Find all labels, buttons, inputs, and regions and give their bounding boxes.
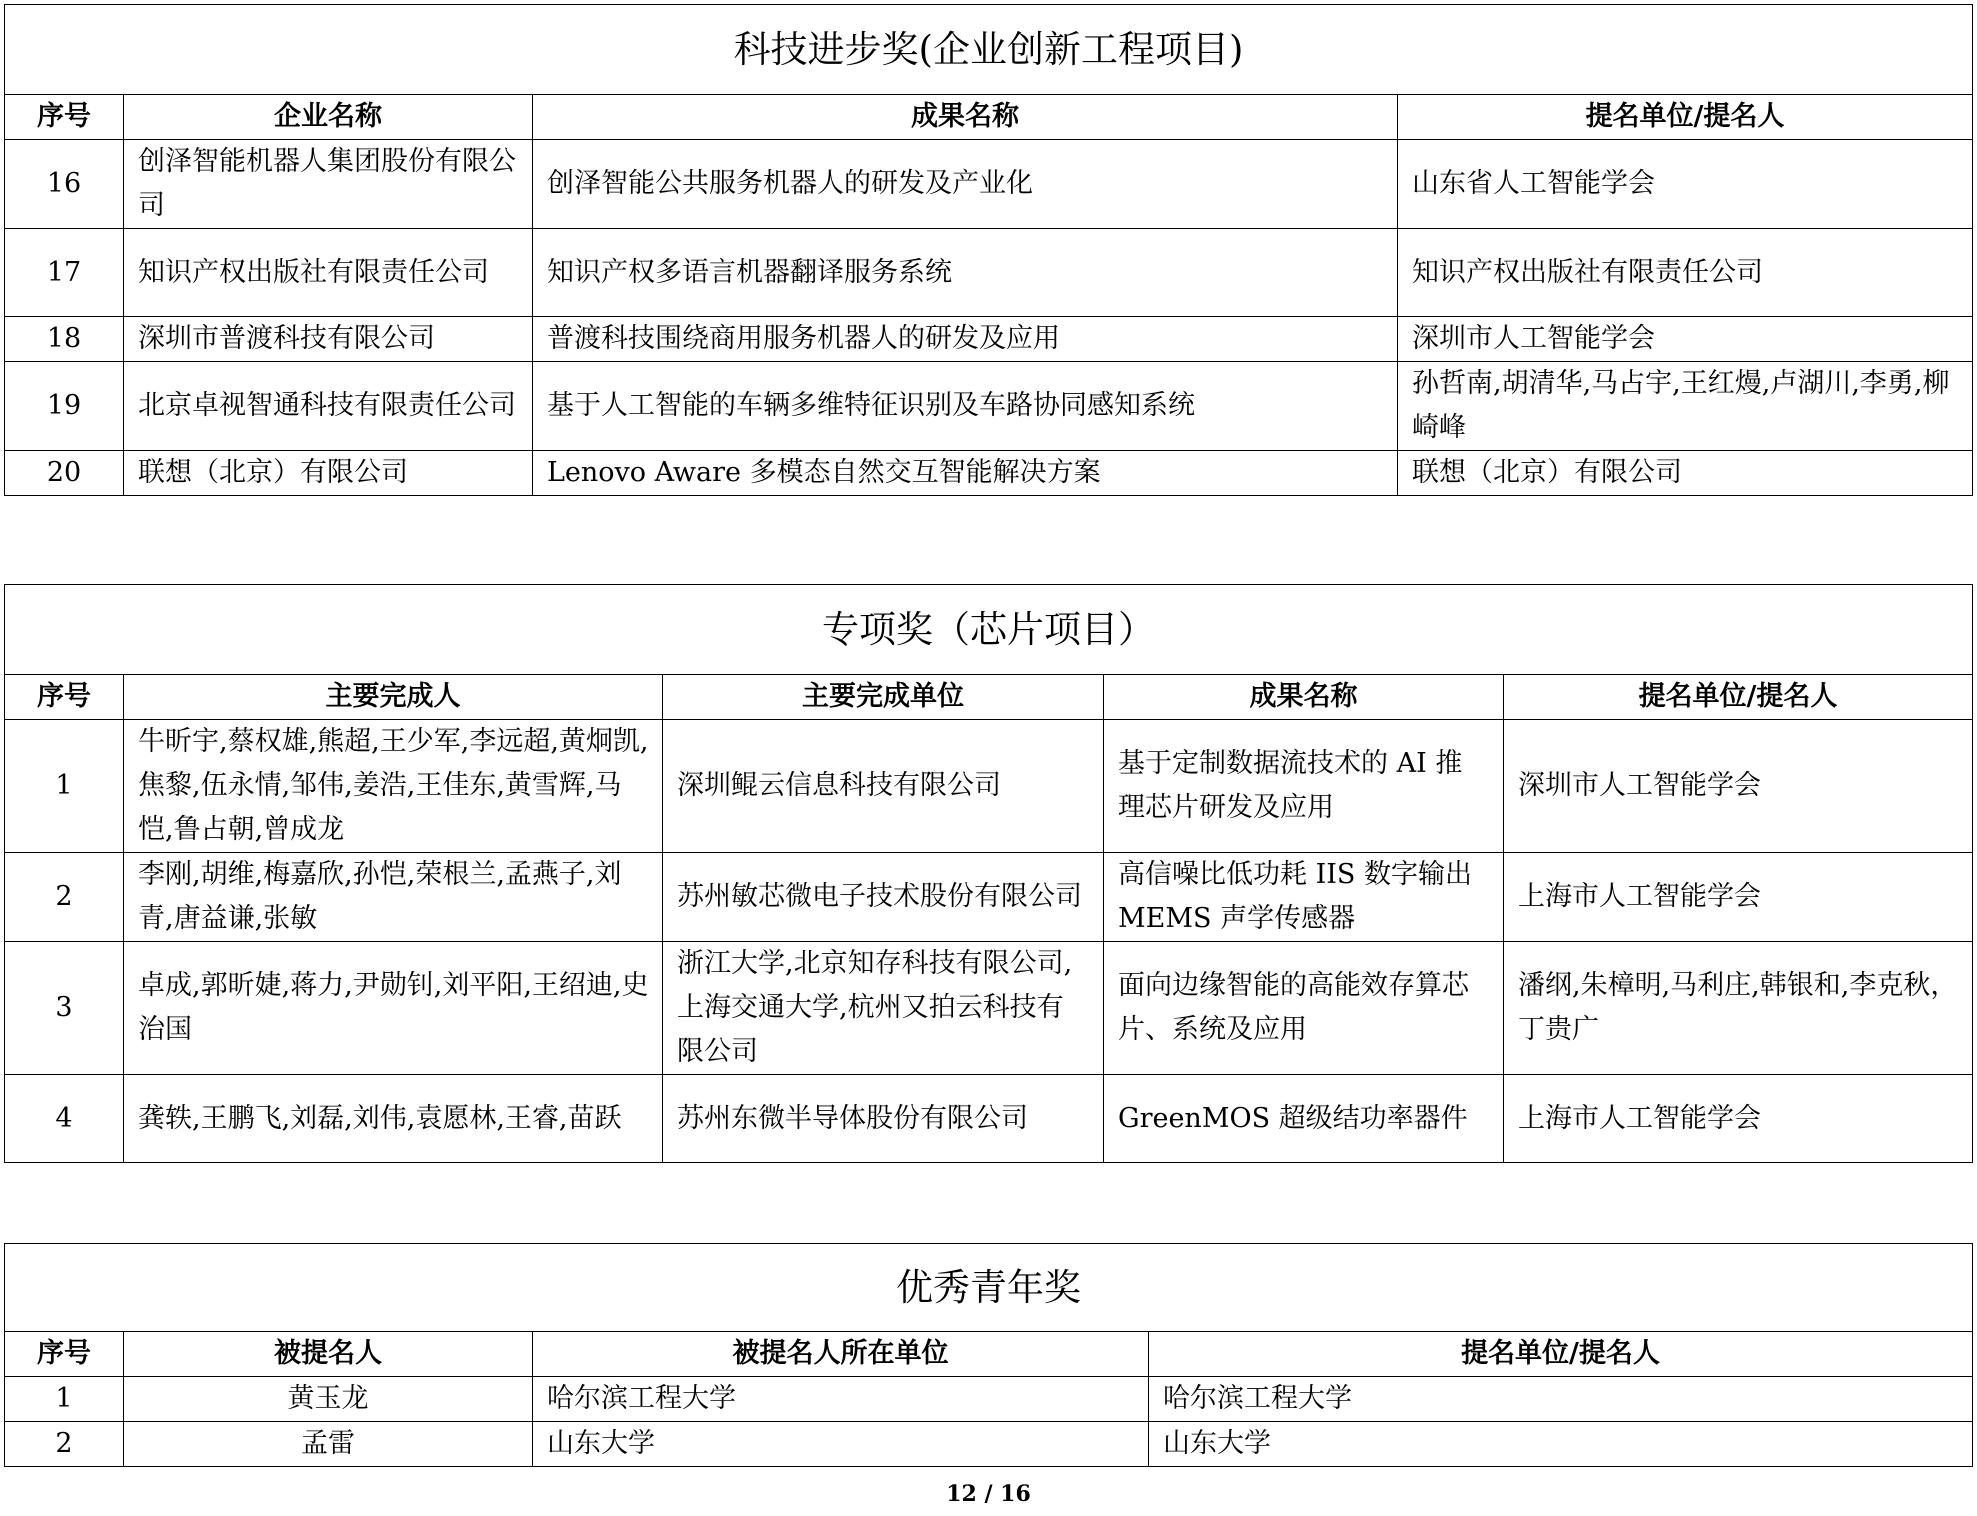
achievement-name: 高信噪比低功耗 IIS 数字输出 MEMS 声学传感器 xyxy=(1104,853,1504,942)
nominator: 深圳市人工智能学会 xyxy=(1504,720,1973,853)
table-row xyxy=(5,317,1973,362)
nominator: 上海市人工智能学会 xyxy=(1504,853,1973,942)
column-header: 序号 xyxy=(5,95,124,140)
achievement-name: 基于定制数据流技术的 AI 推理芯片研发及应用 xyxy=(1104,720,1504,853)
nominator: 山东大学 xyxy=(1149,1422,1973,1467)
table-title: 科技进步奖(企业创新工程项目) xyxy=(5,5,1973,95)
row-number: 19 xyxy=(5,362,124,451)
row-number: 2 xyxy=(5,853,124,942)
enterprise-name: 知识产权出版社有限责任公司 xyxy=(124,229,533,317)
column-header: 提名单位/提名人 xyxy=(1504,675,1973,720)
table-row xyxy=(5,1075,1973,1163)
page-number: 12 / 16 xyxy=(946,1481,1031,1507)
nominee-name: 孟雷 xyxy=(124,1422,533,1467)
table-row xyxy=(5,229,1973,317)
column-header: 成果名称 xyxy=(533,95,1398,140)
main-unit: 深圳鲲云信息科技有限公司 xyxy=(663,720,1104,853)
enterprise-name: 北京卓视智通科技有限责任公司 xyxy=(124,362,533,451)
award-table-tech-progress xyxy=(4,4,1973,496)
main-contributors: 龚轶,王鹏飞,刘磊,刘伟,袁愿林,王睿,苗跃 xyxy=(124,1075,663,1163)
table-row xyxy=(5,451,1973,496)
column-header: 被提名人所在单位 xyxy=(533,1332,1149,1377)
table-row xyxy=(5,720,1973,853)
row-number: 18 xyxy=(5,317,124,362)
achievement-name: 创泽智能公共服务机器人的研发及产业化 xyxy=(533,140,1398,229)
table-header-row xyxy=(5,675,1973,720)
table-row xyxy=(5,853,1973,942)
column-header: 主要完成人 xyxy=(124,675,663,720)
award-table-outstanding-youth xyxy=(4,1243,1973,1467)
nominee-unit: 哈尔滨工程大学 xyxy=(533,1377,1149,1422)
main-unit: 浙江大学,北京知存科技有限公司,上海交通大学,杭州又拍云科技有限公司 xyxy=(663,942,1104,1075)
table-title: 优秀青年奖 xyxy=(5,1244,1973,1332)
main-unit: 苏州敏芯微电子技术股份有限公司 xyxy=(663,853,1104,942)
row-number: 1 xyxy=(5,720,124,853)
table-header-row xyxy=(5,1332,1973,1377)
column-header: 提名单位/提名人 xyxy=(1398,95,1973,140)
achievement-name: Lenovo Aware 多模态自然交互智能解决方案 xyxy=(533,451,1398,496)
column-header: 被提名人 xyxy=(124,1332,533,1377)
row-number: 3 xyxy=(5,942,124,1075)
column-header: 企业名称 xyxy=(124,95,533,140)
row-number: 16 xyxy=(5,140,124,229)
enterprise-name: 创泽智能机器人集团股份有限公司 xyxy=(124,140,533,229)
row-number: 2 xyxy=(5,1422,124,1467)
nominator: 知识产权出版社有限责任公司 xyxy=(1398,229,1973,317)
enterprise-name: 深圳市普渡科技有限公司 xyxy=(124,317,533,362)
achievement-name: 知识产权多语言机器翻译服务系统 xyxy=(533,229,1398,317)
column-header: 主要完成单位 xyxy=(663,675,1104,720)
nominator: 深圳市人工智能学会 xyxy=(1398,317,1973,362)
column-header: 序号 xyxy=(5,675,124,720)
table-row xyxy=(5,362,1973,451)
table-row xyxy=(5,1422,1973,1467)
achievement-name: 面向边缘智能的高能效存算芯片、系统及应用 xyxy=(1104,942,1504,1075)
table-row xyxy=(5,942,1973,1075)
table-header-row xyxy=(5,95,1973,140)
row-number: 4 xyxy=(5,1075,124,1163)
table-row xyxy=(5,140,1973,229)
row-number: 20 xyxy=(5,451,124,496)
table-title: 专项奖（芯片项目） xyxy=(5,585,1973,675)
nominator: 山东省人工智能学会 xyxy=(1398,140,1973,229)
achievement-name: 普渡科技围绕商用服务机器人的研发及应用 xyxy=(533,317,1398,362)
award-table-chip-project xyxy=(4,584,1973,1163)
nominator: 上海市人工智能学会 xyxy=(1504,1075,1973,1163)
main-unit: 苏州东微半导体股份有限公司 xyxy=(663,1075,1104,1163)
column-header: 序号 xyxy=(5,1332,124,1377)
column-header: 提名单位/提名人 xyxy=(1149,1332,1973,1377)
achievement-name: GreenMOS 超级结功率器件 xyxy=(1104,1075,1504,1163)
nominator: 孙哲南,胡清华,马占宇,王红熳,卢湖川,李勇,柳崎峰 xyxy=(1398,362,1973,451)
enterprise-name: 联想（北京）有限公司 xyxy=(124,451,533,496)
nominee-name: 黄玉龙 xyxy=(124,1377,533,1422)
achievement-name: 基于人工智能的车辆多维特征识别及车路协同感知系统 xyxy=(533,362,1398,451)
nominator: 潘纲,朱樟明,马利庄,韩银和,李克秋，丁贵广 xyxy=(1504,942,1973,1075)
nominee-unit: 山东大学 xyxy=(533,1422,1149,1467)
row-number: 1 xyxy=(5,1377,124,1422)
row-number: 17 xyxy=(5,229,124,317)
main-contributors: 李刚,胡维,梅嘉欣,孙恺,荣根兰,孟燕子,刘青,唐益谦,张敏 xyxy=(124,853,663,942)
column-header: 成果名称 xyxy=(1104,675,1504,720)
main-contributors: 牛昕宇,蔡权雄,熊超,王少军,李远超,黄炯凯,焦黎,伍永情,邹伟,姜浩,王佳东,黄雪辉,马恺,鲁占朝,曾成龙 xyxy=(124,720,663,853)
main-contributors: 卓成,郭昕婕,蒋力,尹勋钊,刘平阳,王绍迪,史治国 xyxy=(124,942,663,1075)
table-row xyxy=(5,1377,1973,1422)
nominator: 联想（北京）有限公司 xyxy=(1398,451,1973,496)
nominator: 哈尔滨工程大学 xyxy=(1149,1377,1973,1422)
